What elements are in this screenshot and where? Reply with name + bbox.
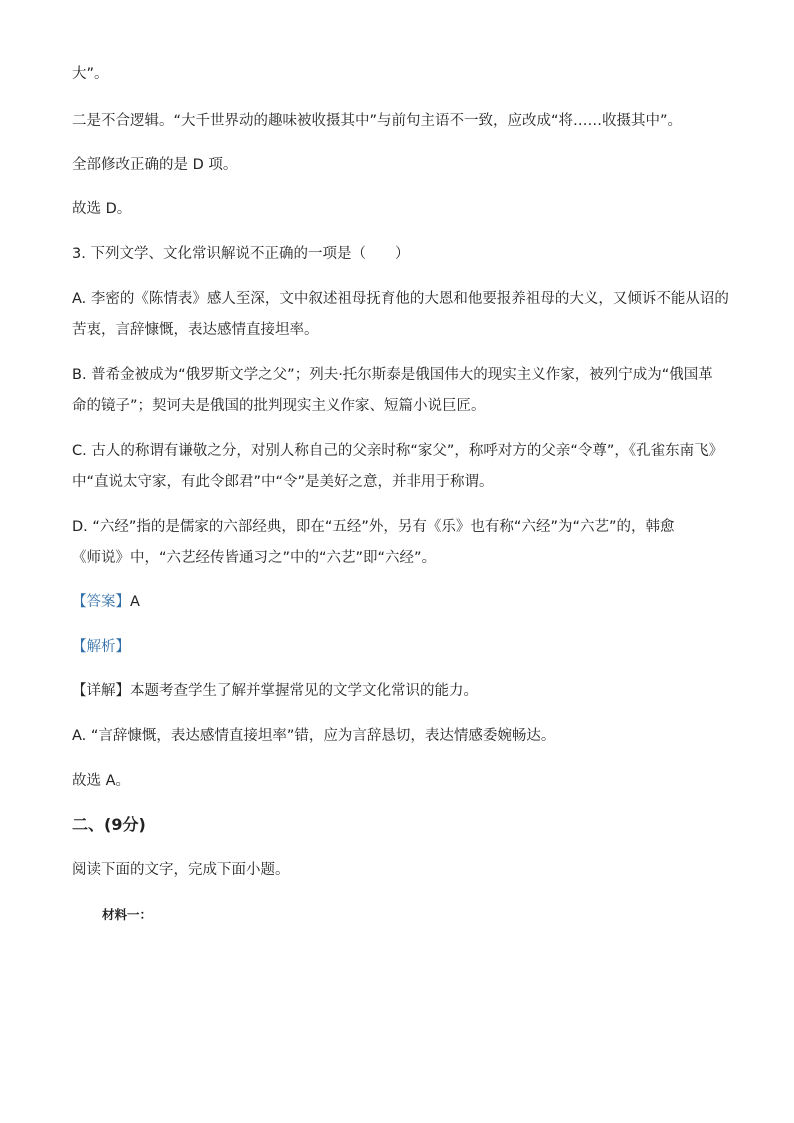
answer-tag: 【答案】 xyxy=(72,594,130,610)
text-line: 二是不合逻辑。“大千世界动的趣味被收摄其中”与前句主语不一致，应改成“将……收摄其中”。 xyxy=(72,113,683,129)
answer-line xyxy=(72,592,140,612)
option-d-line-1: D. “六经”指的是儒家的六部经典，即在“五经”外，另有《乐》也有称“六经”为“六艺”的，韩愈 xyxy=(72,519,675,535)
question-3-stem: 3. 下列文学、文化常识解说不正确的一项是（ ） xyxy=(72,246,410,262)
option-b-line-2: 命的镜子”；契诃夫是俄国的批判现实主义作家、短篇小说巨匠。 xyxy=(72,398,486,414)
text-line: 全部修改正确的是 D 项。 xyxy=(72,157,238,173)
option-d-line-2: 《师说》中，“六艺经传皆通习之”中的“六艺”即“六经”。 xyxy=(72,550,437,566)
choose-line: 故选 A。 xyxy=(72,773,131,789)
explanation-line: A. “言辞慷慨，表达感情直接坦率”错，应为言辞恳切，表达情感委婉畅达。 xyxy=(72,728,556,744)
analysis-tag: 【解析】 xyxy=(72,639,130,655)
option-a-line-1: A. 李密的《陈情表》感人至深，文中叙述祖母抚育他的大恩和他要报养祖母的大义，又倾诉不能从诏的 xyxy=(72,291,729,307)
option-b-line-1: B. 普希金被成为“俄罗斯文学之父”；列夫·托尔斯泰是俄国伟大的现实主义作家，被列宁成为“俄国革 xyxy=(72,367,713,383)
detail-line: 【详解】本题考查学生了解并掌握常见的文学文化常识的能力。 xyxy=(72,683,478,699)
reading-instruction: 阅读下面的文字，完成下面小题。 xyxy=(72,862,290,878)
answer-value: A xyxy=(130,594,140,610)
option-a-line-2: 苦衷，言辞慷慨，表达感情直接坦率。 xyxy=(72,322,319,338)
option-c-line-2: 中“直说太守家，有此令郎君”中“令”是美好之意，并非用于称谓。 xyxy=(72,474,494,490)
material-label: 材料一： xyxy=(102,907,153,922)
text-line: 大”。 xyxy=(72,66,109,82)
option-c-line-1: C. 古人的称谓有谦敬之分，对别人称自己的父亲时称“家父”，称呼对方的父亲“令尊”，《孔雀东南飞》 xyxy=(72,443,724,459)
text-line: 故选 D。 xyxy=(72,201,132,217)
section-heading: 二、(9分) xyxy=(72,815,146,834)
